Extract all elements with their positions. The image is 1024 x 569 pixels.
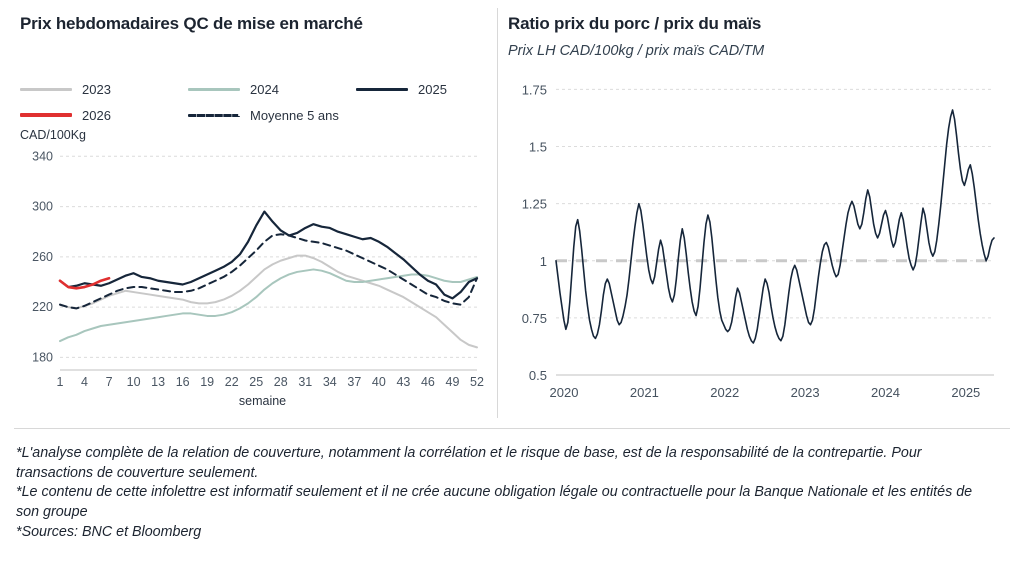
- svg-text:220: 220: [32, 300, 53, 315]
- right-chart-subtitle: Prix LH CAD/100kg / prix maïs CAD/TM: [508, 43, 765, 59]
- svg-text:25: 25: [249, 375, 264, 389]
- left-chart-title: Prix hebdomadaires QC de mise en marché: [20, 14, 363, 33]
- svg-text:7: 7: [105, 375, 113, 389]
- svg-text:1.75: 1.75: [521, 82, 547, 98]
- svg-text:semaine: semaine: [238, 394, 287, 408]
- footnote-3: *Sources: BNC et Bloomberg: [16, 523, 202, 540]
- right-chart-plot: [508, 68, 1018, 413]
- legend-item-moyenne-5-ans: [188, 108, 448, 123]
- svg-text:260: 260: [32, 249, 53, 264]
- svg-text:2020: 2020: [549, 385, 579, 400]
- svg-text:4: 4: [81, 375, 89, 389]
- legend-item-2023: [20, 82, 188, 97]
- svg-text:180: 180: [32, 350, 53, 365]
- svg-text:2024: 2024: [871, 385, 900, 400]
- left-chart-unit-label: CAD/100Kg: [20, 128, 87, 142]
- legend-swatch-2023: [20, 88, 72, 91]
- svg-text:22: 22: [224, 375, 239, 389]
- svg-text:0.5: 0.5: [528, 368, 547, 383]
- svg-text:40: 40: [371, 375, 386, 389]
- svg-text:31: 31: [298, 375, 313, 389]
- footnote-1: *L'analyse complète de la relation de couverture, notamment la corrélation et le risque de base, est de la responsabilité de la contrepartie. Pour transactions de couverture seulement.: [16, 445, 922, 481]
- svg-text:49: 49: [445, 375, 460, 389]
- legend-swatch-2024: [188, 88, 240, 91]
- right-chart-panel: [500, 0, 1024, 430]
- svg-text:16: 16: [175, 375, 190, 389]
- svg-text:10: 10: [126, 375, 141, 389]
- svg-text:28: 28: [273, 375, 288, 389]
- svg-text:37: 37: [347, 375, 362, 389]
- legend-label-2023: 2023: [82, 81, 111, 97]
- legend-label-2026: 2026: [82, 107, 111, 123]
- svg-text:52: 52: [470, 375, 484, 389]
- svg-text:0.75: 0.75: [521, 310, 547, 326]
- svg-text:43: 43: [396, 375, 411, 389]
- svg-text:300: 300: [32, 199, 53, 214]
- svg-text:19: 19: [200, 375, 215, 389]
- legend-swatch-2026: [20, 113, 72, 117]
- legend-swatch-moyenne-5-ans: [188, 114, 240, 117]
- svg-text:1.25: 1.25: [521, 196, 547, 212]
- svg-text:1: 1: [56, 375, 64, 389]
- legend-label-2025: 2025: [418, 81, 447, 97]
- svg-text:1.5: 1.5: [528, 139, 547, 155]
- right-chart-title: Ratio prix du porc / prix du maïs: [508, 14, 762, 33]
- legend-item-2026: [20, 108, 188, 123]
- svg-text:2025: 2025: [951, 385, 981, 400]
- svg-text:13: 13: [151, 375, 166, 389]
- svg-text:2023: 2023: [790, 385, 820, 400]
- legend-swatch-2025: [356, 88, 408, 91]
- svg-text:34: 34: [322, 375, 337, 389]
- svg-text:46: 46: [420, 375, 435, 389]
- svg-text:1: 1: [539, 253, 547, 269]
- left-chart-legend: [20, 76, 480, 128]
- svg-text:2022: 2022: [710, 385, 740, 400]
- svg-text:340: 340: [32, 149, 53, 164]
- footnotes: [16, 444, 996, 543]
- legend-label-2024: 2024: [250, 81, 279, 97]
- left-chart-plot: [20, 142, 485, 412]
- left-chart-panel: [0, 0, 500, 430]
- footnote-2: *Le contenu de cette infolettre est informatif seulement et il ne crée aucune obligation légale ou contractuelle pour la Banque Nationale et les entités de son groupe: [16, 484, 973, 521]
- legend-item-2024: [188, 82, 356, 97]
- legend-label-moyenne-5-ans: Moyenne 5 ans: [250, 107, 339, 123]
- svg-text:2021: 2021: [629, 385, 659, 400]
- legend-item-2025: [356, 82, 476, 97]
